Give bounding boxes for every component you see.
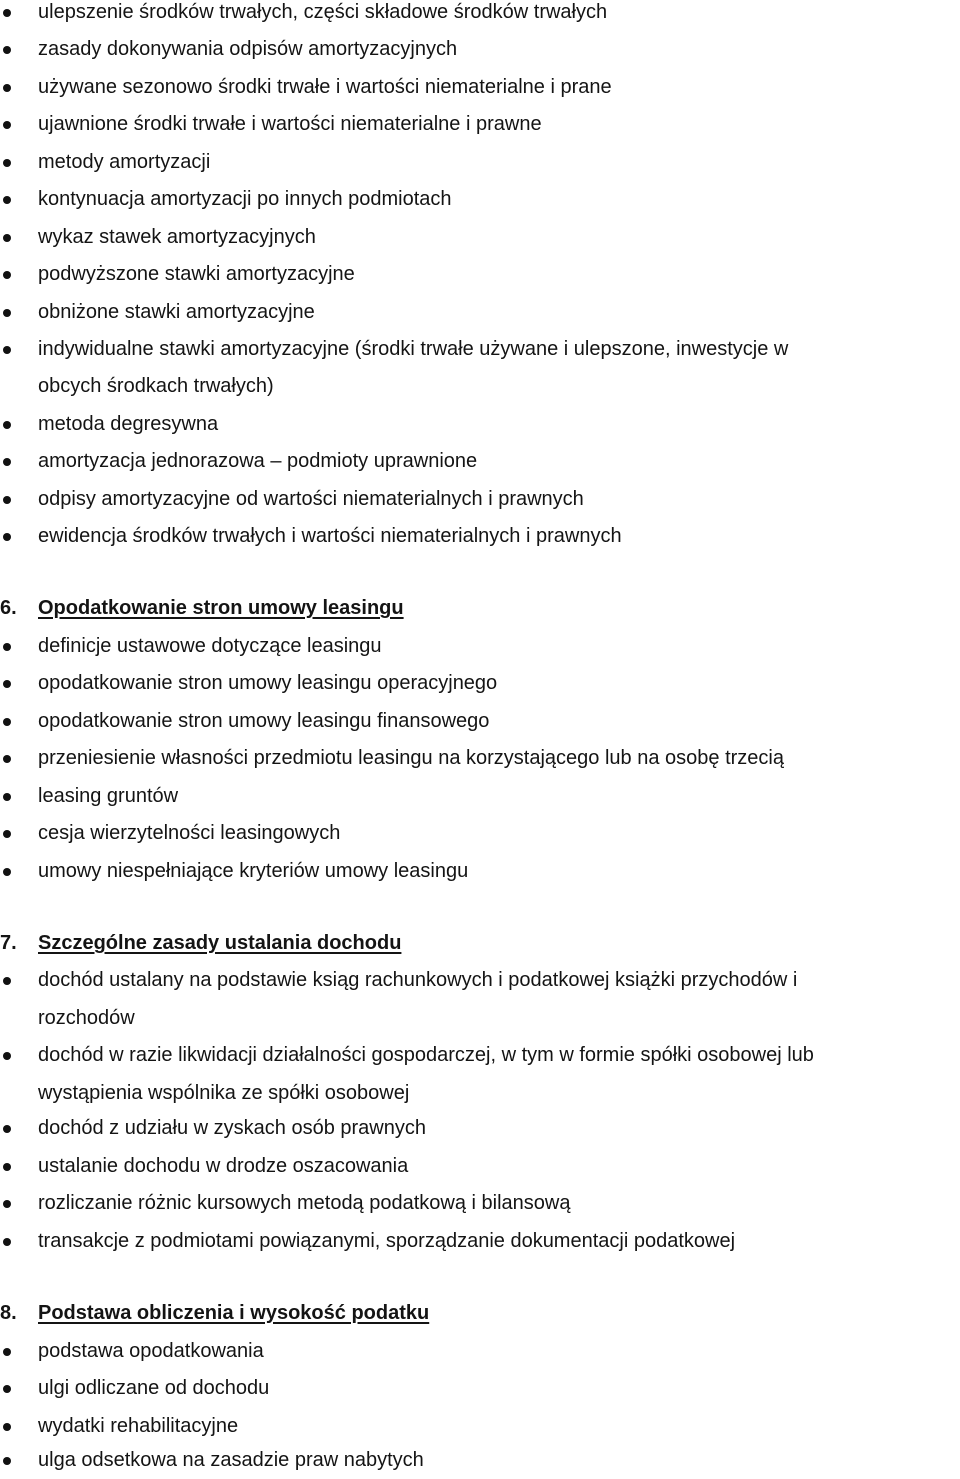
list-item [0,628,960,665]
list-item [0,69,960,106]
list-item-text: ustalanie dochodu w drodze oszacowania [38,1155,409,1177]
bullet-icon [3,868,11,876]
section-title: Szczególne zasady ustalania dochodu [38,932,402,954]
bullet-icon [3,1200,11,1208]
list-item [0,703,960,740]
list-item [0,1408,960,1445]
list-item [0,443,960,480]
list-item [0,1110,960,1147]
bullet-icon [3,121,11,129]
bullet-icon [3,271,11,279]
section-title: Opodatkowanie stron umowy leasingu [38,597,404,619]
list-item [0,31,960,68]
bullet-icon [3,1163,11,1171]
list-item-text: opodatkowanie stron umowy leasingu finansowego [38,710,490,732]
bullet-icon [3,346,11,354]
list-item [0,1148,960,1185]
list-item [0,853,960,890]
list-item [0,0,960,31]
bullet-icon [3,1348,11,1356]
bullet-icon [3,1125,11,1133]
list-item-text: cesja wierzytelności leasingowych [38,822,341,844]
list-item [0,518,960,555]
list-item-text: amortyzacja jednorazowa – podmioty uprawnione [38,450,478,472]
list-item-text: wykaz stawek amortyzacyjnych [38,226,316,248]
bullet-icon [3,458,11,466]
list-item [0,181,960,218]
bullet-icon [3,830,11,838]
list-item [0,144,960,181]
list-item-text: dochód z udziału w zyskach osób prawnych [38,1117,426,1139]
section-heading-8 [0,1295,960,1332]
list-item-text: transakcje z podmiotami powiązanymi, sporządzanie dokumentacji podatkowej [38,1230,736,1252]
list-item-text: podstawa opodatkowania [38,1340,264,1362]
list-item-text: wystąpienia wspólnika ze spółki osobowej [38,1082,410,1104]
list-item-text: umowy niespełniające kryteriów umowy leasingu [38,860,469,882]
section-heading-7 [0,925,960,962]
section-number: 7. [0,932,17,954]
list-item [0,406,960,443]
list-item [0,778,960,815]
list-item [0,1185,960,1222]
bullet-icon [3,680,11,688]
section-heading-6 [0,590,960,627]
bullet-icon [3,977,11,985]
list-item-text: opodatkowanie stron umowy leasingu operacyjnego [38,672,498,694]
bullet-icon [3,421,11,429]
bullet-icon [3,84,11,92]
list-item-text: indywidualne stawki amortyzacyjne (środki trwałe używane i ulepszone, inwestycje w [38,338,789,360]
list-item-text: ulgi odliczane od dochodu [38,1377,270,1399]
list-item-text: dochód ustalany na podstawie ksiąg rachunkowych i podatkowej książki przychodów i [38,969,798,991]
list-item [0,331,960,368]
list-item [0,294,960,331]
list-item-text: odpisy amortyzacyjne od wartości niematerialnych i prawnych [38,488,584,510]
list-item-text: dochód w razie likwidacji działalności gospodarczej, w tym w formie spółki osobowej lub [38,1044,814,1066]
list-item [0,1370,960,1407]
bullet-icon [3,643,11,651]
bullet-icon [3,46,11,54]
list-item-text: rozchodów [38,1007,135,1029]
list-item-text: przeniesienie własności przedmiotu leasingu na korzystającego lub na osobę trzecią [38,747,784,769]
list-item-text: ulga odsetkowa na zasadzie praw nabytych [38,1449,424,1471]
bullet-icon [3,196,11,204]
list-item [0,219,960,256]
bullet-icon [3,234,11,242]
list-item-continuation [0,1000,960,1037]
bullet-icon [3,1238,11,1246]
list-item-text: rozliczanie różnic kursowych metodą podatkową i bilansową [38,1192,571,1214]
list-item-continuation [0,368,960,405]
list-item-text: obcych środkach trwałych) [38,375,274,397]
list-item [0,815,960,852]
list-item [0,1223,960,1260]
list-item [0,256,960,293]
bullet-icon [3,755,11,763]
bullet-icon [3,1457,11,1465]
list-item-text: metody amortyzacji [38,151,211,173]
bullet-icon [3,1052,11,1060]
list-item [0,962,960,999]
list-item-text: definicje ustawowe dotyczące leasingu [38,635,382,657]
list-item-text: używane sezonowo środki trwałe i wartości niematerialne i prane [38,76,612,98]
section-title: Podstawa obliczenia i wysokość podatku [38,1302,430,1324]
list-item-continuation [0,1075,960,1112]
list-item-text: metoda degresywna [38,413,219,435]
bullet-icon [3,718,11,726]
list-item [0,481,960,518]
list-item-text: wydatki rehabilitacyjne [38,1415,239,1437]
bullet-icon [3,1423,11,1431]
section-number: 8. [0,1302,17,1324]
list-item-text: ewidencja środków trwałych i wartości niematerialnych i prawnych [38,525,622,547]
bullet-icon [3,496,11,504]
list-item [0,740,960,777]
list-item-text: obniżone stawki amortyzacyjne [38,301,315,323]
list-item-text: leasing gruntów [38,785,179,807]
list-item-text: zasady dokonywania odpisów amortyzacyjnych [38,38,458,60]
list-item-text: kontynuacja amortyzacji po innych podmiotach [38,188,452,210]
list-item [0,665,960,702]
list-item [0,1037,960,1074]
list-item-text: ujawnione środki trwałe i wartości niematerialne i prawne [38,113,542,135]
bullet-icon [3,9,11,17]
bullet-icon [3,1385,11,1393]
bullet-icon [3,159,11,167]
section-number: 6. [0,597,17,619]
list-item [0,1442,960,1479]
list-item [0,1333,960,1370]
list-item [0,106,960,143]
bullet-icon [3,793,11,801]
bullet-icon [3,533,11,541]
list-item-text: ulepszenie środków trwałych, części składowe środków trwałych [38,1,608,23]
list-item-text: podwyższone stawki amortyzacyjne [38,263,355,285]
bullet-icon [3,309,11,317]
